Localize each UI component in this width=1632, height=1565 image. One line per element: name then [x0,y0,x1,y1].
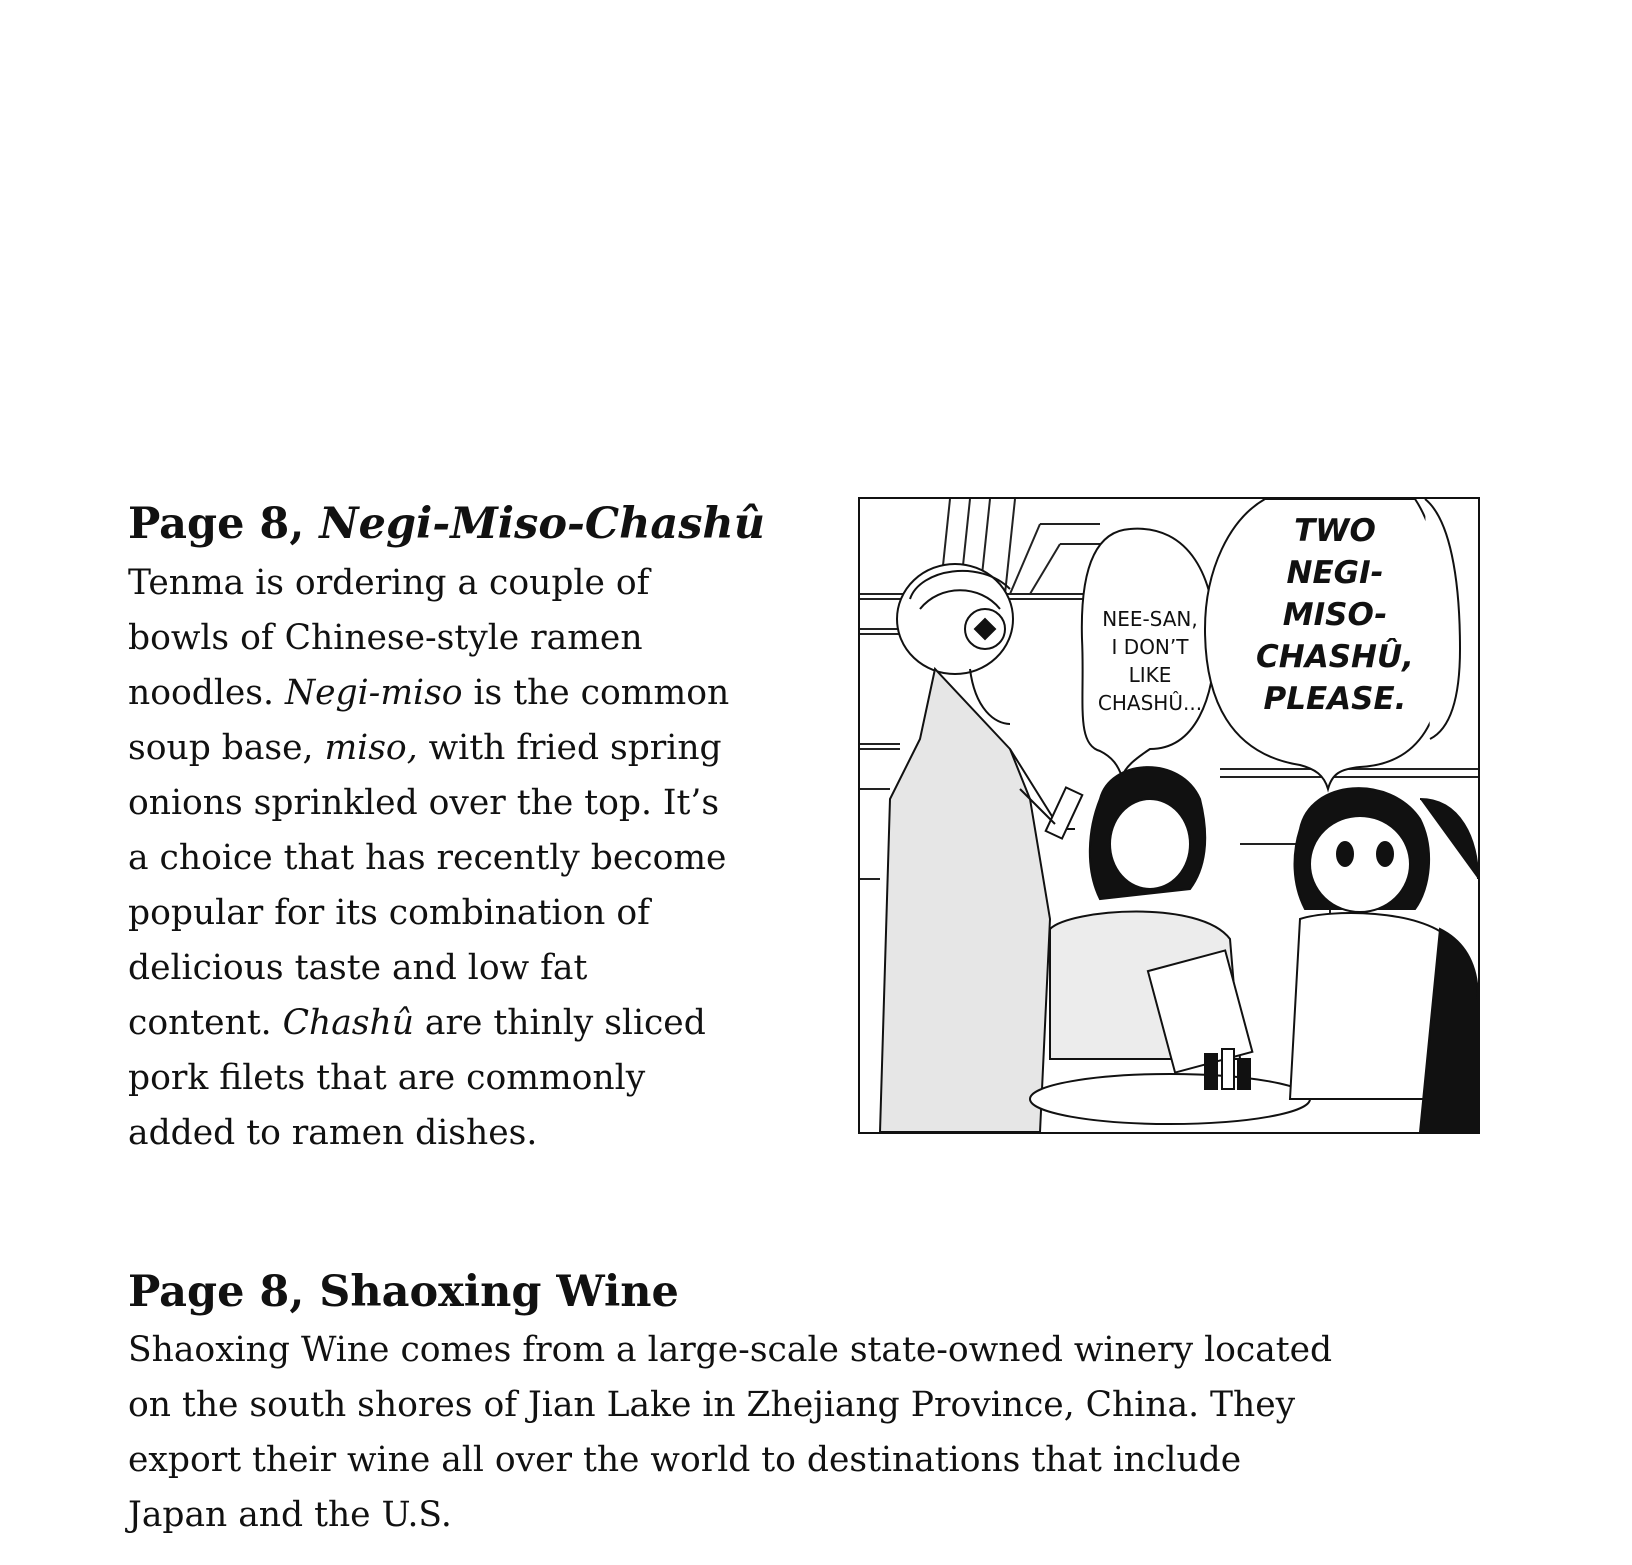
seated-girl-figure [1030,767,1310,1124]
bubble-right-line-5: PLEASE. [1263,681,1407,717]
speech-bubble-left [1082,529,1215,777]
body-line [128,831,828,886]
text-run: noodles. [128,673,285,713]
speech-bubble-edge [1425,499,1460,739]
manga-panel-illustration [858,497,1480,1134]
text-run: is the common [462,673,730,713]
bubble-right-line-1: TWO [1294,513,1376,549]
bubble-left-line-3: LIKE [1128,663,1172,687]
body-line: export their wine all over the world to destinations that include [128,1440,1242,1480]
speech-bubble-right [1205,499,1445,789]
text-run: pork filets that are commonly [128,1058,646,1098]
text-run: added to ramen dishes. [128,1113,538,1153]
italic-term: Chashû [282,1003,414,1043]
note-heading-negi-miso [128,499,765,549]
body-line [128,996,828,1051]
ponytail-girl-figure [1290,788,1478,1132]
bubble-right-line-4: CHASHÛ, [1256,639,1414,675]
body-line [128,941,828,996]
manga-panel-drawing [860,499,1478,1132]
text-run: are thinly sliced [413,1003,706,1043]
heading-prefix: Page 8, [128,499,320,549]
bubble-left-line-4: CHASHÛ... [1097,691,1203,715]
body-line: Japan and the U.S. [128,1495,452,1535]
text-run: with fried spring [417,728,722,768]
text-run: content. [128,1003,283,1043]
text-run: bowls of Chinese-style ramen [128,618,643,658]
body-line [128,556,828,611]
note-body-shaoxing-wine [128,1323,1548,1543]
body-line: on the south shores of Jian Lake in Zhejiang Province, China. They [128,1385,1296,1425]
text-run: a choice that has recently become [128,838,727,878]
italic-term: Negi-miso [284,673,463,713]
note-body-negi-miso [128,556,828,1161]
body-line [128,721,828,776]
heading-term: Negi-Miso-Chashû [319,499,765,549]
text-run: popular for its combination of [128,893,650,933]
body-line [128,611,828,666]
bubble-right-line-3: MISO- [1282,597,1388,633]
body-line: Shaoxing Wine comes from a large-scale state-owned winery located [128,1330,1333,1370]
bubble-right-line-2: NEGI- [1286,555,1384,591]
body-line [128,666,828,721]
body-line [128,1106,828,1161]
text-run: soup base, [128,728,325,768]
body-line [128,1051,828,1106]
text-run: delicious taste and low fat [128,948,588,988]
bubble-left-line-2: I DON’T [1111,635,1189,659]
note-heading-shaoxing-wine: Page 8, Shaoxing Wine [128,1267,679,1317]
text-run: Tenma is ordering a couple of [128,563,650,603]
body-line [128,776,828,831]
body-line [128,886,828,941]
italic-term: miso, [324,728,418,768]
text-run: onions sprinkled over the top. It’s [128,783,720,823]
bubble-left-line-1: NEE-SAN, [1102,607,1198,631]
